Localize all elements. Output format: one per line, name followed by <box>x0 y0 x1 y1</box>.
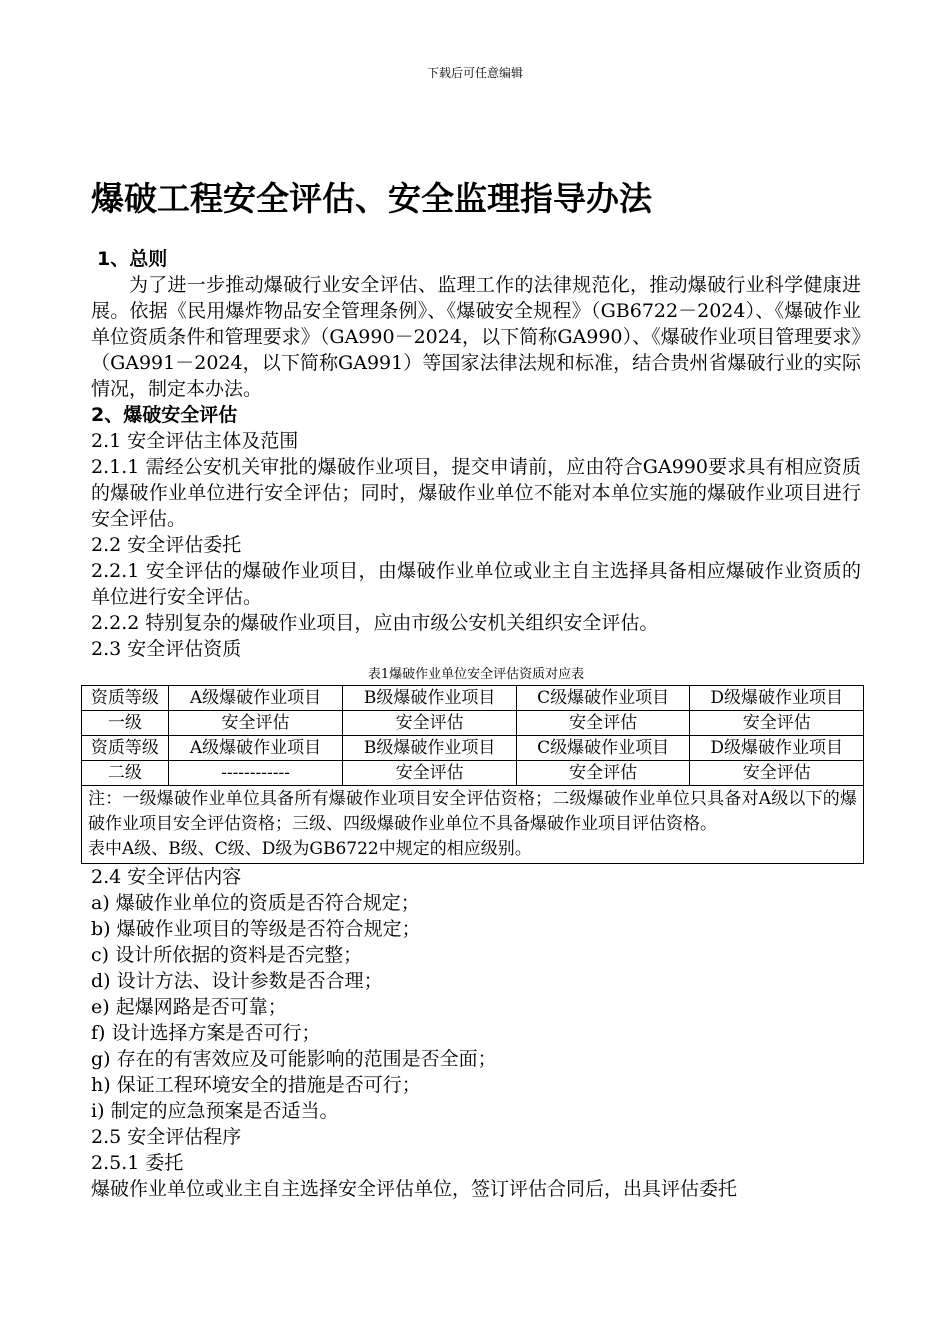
clause-2-5-1-text: 爆破作业单位或业主自主选择安全评估单位，签订评估合同后，出具评估委托 <box>91 1178 738 1200</box>
list-item: c) 设计所依据的资料是否完整； <box>91 944 363 966</box>
table-row <box>82 711 864 736</box>
table-cell: 二级 <box>82 761 169 786</box>
table-cell: B级爆破作业项目 <box>343 686 517 711</box>
table-cell: A级爆破作业项目 <box>168 686 343 711</box>
list-item: b) 爆破作业项目的等级是否符合规定； <box>91 918 421 940</box>
list-item: e) 起爆网路是否可靠； <box>91 996 287 1018</box>
table-cell: 安全评估 <box>690 761 864 786</box>
list-item: h) 保证工程环境安全的措施是否可行； <box>91 1074 421 1096</box>
table-cell: B级爆破作业项目 <box>343 736 517 761</box>
table-cell: 安全评估 <box>516 711 690 736</box>
subsection-2-1-heading: 2.1 安全评估主体及范围 <box>91 430 299 452</box>
table-cell: C级爆破作业项目 <box>516 686 690 711</box>
table-cell: 一级 <box>82 711 169 736</box>
table-note-2: 表中A级、B级、C级、D级为GB6722中规定的相应级别。 <box>88 839 532 859</box>
table-cell: 安全评估 <box>343 761 517 786</box>
subsection-2-5-heading: 2.5 安全评估程序 <box>91 1126 242 1148</box>
table-cell: ------------ <box>168 761 343 786</box>
table-cell: C级爆破作业项目 <box>516 736 690 761</box>
list-item: d) 设计方法、设计参数是否合理； <box>91 970 383 992</box>
table-cell: 资质等级 <box>82 736 169 761</box>
table-cell: D级爆破作业项目 <box>690 686 864 711</box>
table-cell: A级爆破作业项目 <box>168 736 343 761</box>
subsection-2-2-heading: 2.2 安全评估委托 <box>91 534 242 556</box>
clause-2-2-2: 2.2.2 特别复杂的爆破作业项目，应由市级公安机关组织安全评估。 <box>91 612 659 634</box>
table-row <box>82 686 864 711</box>
subsection-2-3-heading: 2.3 安全评估资质 <box>91 638 242 660</box>
document-title: 爆破工程安全评估、安全监理指导办法 <box>91 179 652 218</box>
section-2-heading: 2、爆破安全评估 <box>91 404 238 426</box>
table-cell: 安全评估 <box>516 761 690 786</box>
table-cell: 安全评估 <box>690 711 864 736</box>
section-1-paragraph: 为了进一步推动爆破行业安全评估、监理工作的法律规范化，推动爆破行业科学健康进展。依据《民用爆炸物品安全管理条例》、《爆破安全规程》（GB6722－2024）、《爆破作业单位资质条件和管理要求》（GA990－2024，以下简称GA990）、《爆破作业项目管理要求》（GA991－2024，以下简称GA991）等国家法律法规和标准，结合贵州省爆破行业的实际情况，制定本办法。 <box>91 274 861 400</box>
table-cell: 安全评估 <box>168 711 343 736</box>
list-item: i) 制定的应急预案是否适当。 <box>91 1100 339 1122</box>
table-row <box>82 736 864 761</box>
table-note-row <box>82 786 864 864</box>
table-note-cell <box>82 786 864 864</box>
list-item: g) 存在的有害效应及可能影响的范围是否全面； <box>91 1048 497 1070</box>
table-cell: 安全评估 <box>343 711 517 736</box>
section-1-heading: 1、总则 <box>97 248 168 270</box>
table-caption: 表1爆破作业单位安全评估资质对应表 <box>367 667 585 682</box>
table-row <box>82 761 864 786</box>
document-body <box>88 246 861 1202</box>
subsection-2-4-heading: 2.4 安全评估内容 <box>91 866 242 888</box>
list-item: a) 爆破作业单位的资质是否符合规定； <box>91 892 420 914</box>
clause-2-2-1: 2.2.1 安全评估的爆破作业项目，由爆破作业单位或业主自主选择具备相应爆破作业资质的单位进行安全评估。 <box>91 560 861 608</box>
table-cell: 资质等级 <box>82 686 169 711</box>
clause-2-5-1-heading: 2.5.1 委托 <box>91 1152 184 1174</box>
clause-2-1-1: 2.1.1 需经公安机关审批的爆破作业项目，提交申请前，应由符合GA990要求具有相应资质的爆破作业单位进行安全评估；同时，爆破作业单位不能对本单位实施的爆破作业项目进行安全评估。 <box>91 456 861 530</box>
table-note-1: 注：一级爆破作业单位具备所有爆破作业项目安全评估资格；二级爆破作业单位只具备对A级以下的爆破作业项目安全评估资格；三级、四级爆破作业单位不具备爆破作业项目评估资格。 <box>88 789 857 834</box>
table-cell: D级爆破作业项目 <box>690 736 864 761</box>
list-item: f) 设计选择方案是否可行； <box>91 1022 321 1044</box>
header-note: 下载后可任意编辑 <box>426 66 523 80</box>
qualification-table <box>81 685 864 864</box>
